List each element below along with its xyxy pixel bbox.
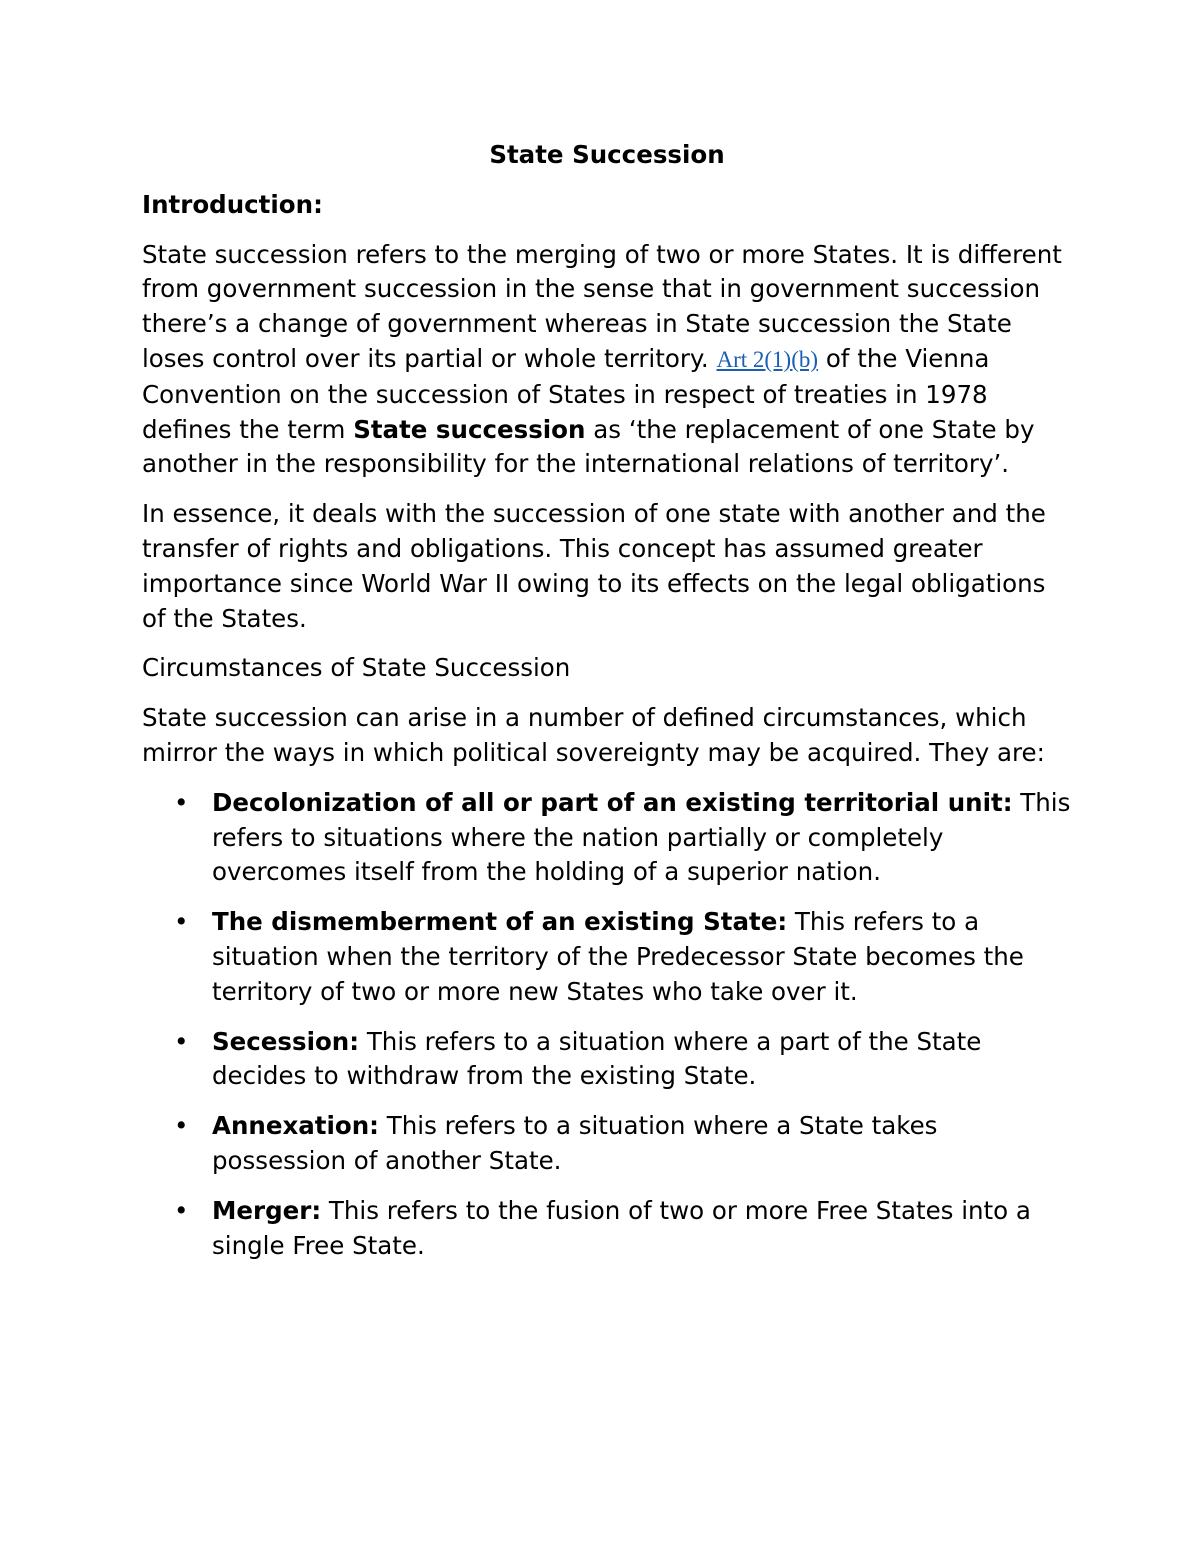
intro-text-1: State succession refers to the merging of two or more States. It is different from government succession in the sense that in government succession there’s a change of government whereas in State succession the State loses control over its partial or whole territory. <box>142 239 1062 373</box>
article-link[interactable]: Art 2(1)(b) <box>716 346 819 372</box>
list-item-text: This refers to a situation where a State takes possession of another State. <box>212 1111 938 1175</box>
essence-paragraph: In essence, it deals with the succession of one state with another and the transfer of rights and obligations. This concept has assumed greater importance since World War II owing to its effects on the legal obligations of the States. <box>142 499 1046 633</box>
intro-heading: Introduction: <box>142 189 323 219</box>
bullet-icon: • <box>174 907 189 937</box>
list-item <box>142 1194 1072 1264</box>
document-title: State Succession <box>489 140 725 169</box>
list-item <box>142 1109 1072 1179</box>
list-item-term: Secession: <box>212 1026 360 1056</box>
list-item <box>142 1025 1072 1095</box>
intro-text-2: of the Vienna Convention on the succession of States in respect of treaties in 1978 defines the term <box>142 343 990 444</box>
bold-term: State succession <box>353 414 586 444</box>
intro-paragraph <box>142 238 1072 483</box>
circumstances-paragraph: State succession can arise in a number of defined circumstances, which mirror the ways in which political sovereignty may be acquired. They are: <box>142 703 1045 767</box>
list-item-text: This refers to the fusion of two or more Free States into a single Free State. <box>212 1195 1031 1260</box>
bullet-icon: • <box>174 1195 189 1225</box>
list-item-term: Decolonization of all or part of an existing territorial unit: <box>212 787 1013 817</box>
section-heading: Circumstances of State Succession <box>142 653 571 683</box>
list-item-text: This refers to a situation where a part of the State decides to withdraw from the existing State. <box>212 1026 982 1091</box>
intro-text-3: as ‘the replacement of one State by another in the responsibility for the international relations of territory’. <box>142 414 1035 479</box>
bullet-icon: • <box>174 787 189 817</box>
bullet-icon: • <box>174 1111 189 1141</box>
circumstances-list <box>142 786 1072 1264</box>
list-item-term: The dismemberment of an existing State: <box>212 907 788 937</box>
list-item-term: Annexation: <box>212 1111 379 1141</box>
list-item-text: This refers to situations where the nation partially or completely overcomes itself from the holding of a superior nation. <box>212 787 1071 887</box>
list-item-term: Merger: <box>212 1195 322 1225</box>
bullet-icon: • <box>174 1026 189 1056</box>
document-page <box>142 138 1072 1278</box>
list-item-text: This refers to a situation when the territory of the Predecessor State becomes the territory of two or more new States who take over it. <box>212 907 1024 1006</box>
list-item <box>142 786 1072 890</box>
list-item <box>142 905 1072 1009</box>
